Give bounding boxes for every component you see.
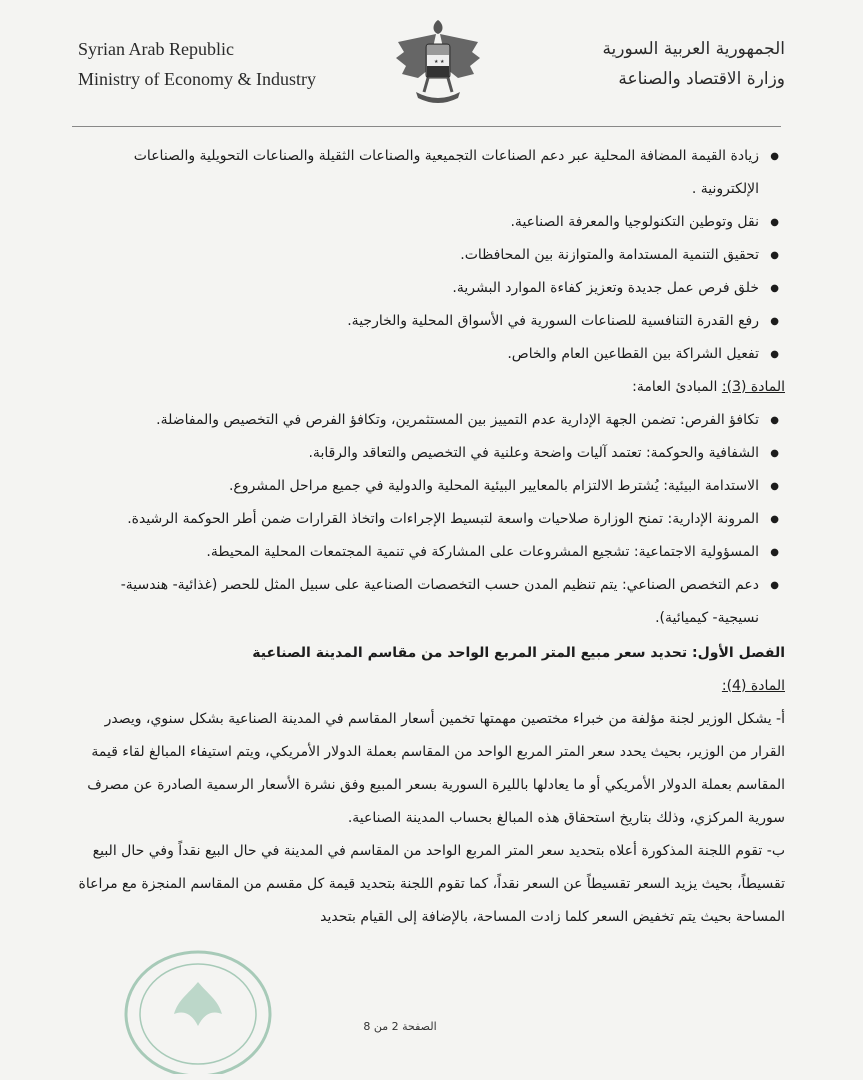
ministry-name-ar: وزارة الاقتصاد والصناعة [618,69,785,89]
list-item: ● خلق فرص عمل جديدة وتعزيز كفاءة الموارد البشرية. [72,272,785,305]
paragraph-a: أ- يشكل الوزير لجنة مؤلفة من خبراء مختصين مهمتها تخمين أسعار المقاسم في المدينة الصناعية بشكل سنوي، ويصدر القرار من الوزير، بحيث يحدد سعر المتر المربع الواحد من المقاسم بعملة الدولار الأمريكي، ويتم استيفاء المبالغ لقاء قيمة المقاسم بعملة الدولار الأمريكي أو ما يعادلها بالليرة السورية بسعر المبيع وفق نشرة الأسعار الرسمية الصادرة عن مصرف سورية المركزي، وذلك بتاريخ استحقاق هذه المبالغ بحساب المدينة الصناعية. [87,711,785,826]
ministry-name-en: Ministry of Economy & Industry [78,69,316,89]
list-item: ● المسؤولية الاجتماعية: تشجيع المشروعات على المشاركة في تنمية المجتمعات المحلية المحيطة. [72,536,785,569]
header-arabic [602,34,785,94]
list-item: ● رفع القدرة التنافسية للصناعات السورية في الأسواق المحلية والخارجية. [72,305,785,338]
official-stamp-icon [118,944,278,1074]
page-number: الصفحة 2 من 8 [363,1020,437,1033]
svg-text:★: ★ [440,59,445,65]
article-4-heading [72,670,785,703]
list-item: ● تكافؤ الفرص: تضمن الجهة الإدارية عدم التمييز بين المستثمرين، وتكافؤ الفرص في التخصيص والمفاضلة. [72,404,785,437]
svg-text:★: ★ [434,59,439,65]
article-3-heading [72,371,785,404]
article-3-subtitle: المبادئ العامة: [632,379,718,395]
list-item: ● دعم التخصص الصناعي: يتم تنظيم المدن حسب التخصصات الصناعية على سبيل المثل للحصر (غذائية- هندسية- نسيجية- كيميائية). [72,569,785,635]
list-item: ● تحقيق التنمية المستدامة والمتوازنة بين المحافظات. [72,239,785,272]
eagle-emblem-icon [388,12,488,112]
document-body [72,140,785,934]
country-name-en: Syrian Arab Republic [78,39,234,59]
list-item: ● المرونة الإدارية: تمنح الوزارة صلاحيات واسعة لتبسيط الإجراءات واتخاذ القرارات ضمن أطر الحوكمة الرشيدة. [72,503,785,536]
principles-list [72,404,785,635]
list-item: ● نقل وتوطين التكنولوجيا والمعرفة الصناعية. [72,206,785,239]
goals-list [72,140,785,371]
list-item: ● زيادة القيمة المضافة المحلية عبر دعم الصناعات التجميعية والصناعات الثقيلة والصناعات التحويلية والصناعات الإلكترونية . [72,140,785,206]
country-name-ar: الجمهورية العربية السورية [602,39,785,59]
list-item: ● تفعيل الشراكة بين القطاعين العام والخاص. [72,338,785,371]
paragraph-b: ب- تقوم اللجنة المذكورة أعلاه بتحديد سعر المتر المربع الواحد من المقاسم في المدينة في حال البيع نقداً وفي حال البيع تقسيطاً، بحيث يزيد السعر تقسيطاً عن السعر نقداً، كما تقوم اللجنة بتحديد قيمة كل مقسم من المقاسم المنجزة مع مراعاة المساحة بحيث يتم تخفيض السعر كلما زادت المساحة، بالإضافة إلى القيام بتحديد [78,843,785,925]
list-item: ● الشفافية والحوكمة: تعتمد آليات واضحة وعلنية في التخصيص والتعاقد والرقابة. [72,437,785,470]
list-item: ● الاستدامة البيئية: يُشترط الالتزام بالمعايير البيئية المحلية والدولية في جميع مراحل المشروع. [72,470,785,503]
header-divider [72,126,781,127]
chapter-1-heading: الفصل الأول: تحديد سعر مبيع المتر المربع الواحد من مقاسم المدينة الصناعية [252,645,785,661]
article-4-title: المادة (4): [721,678,785,694]
header-english [78,34,316,94]
article-3-title: المادة (3): [721,379,785,395]
